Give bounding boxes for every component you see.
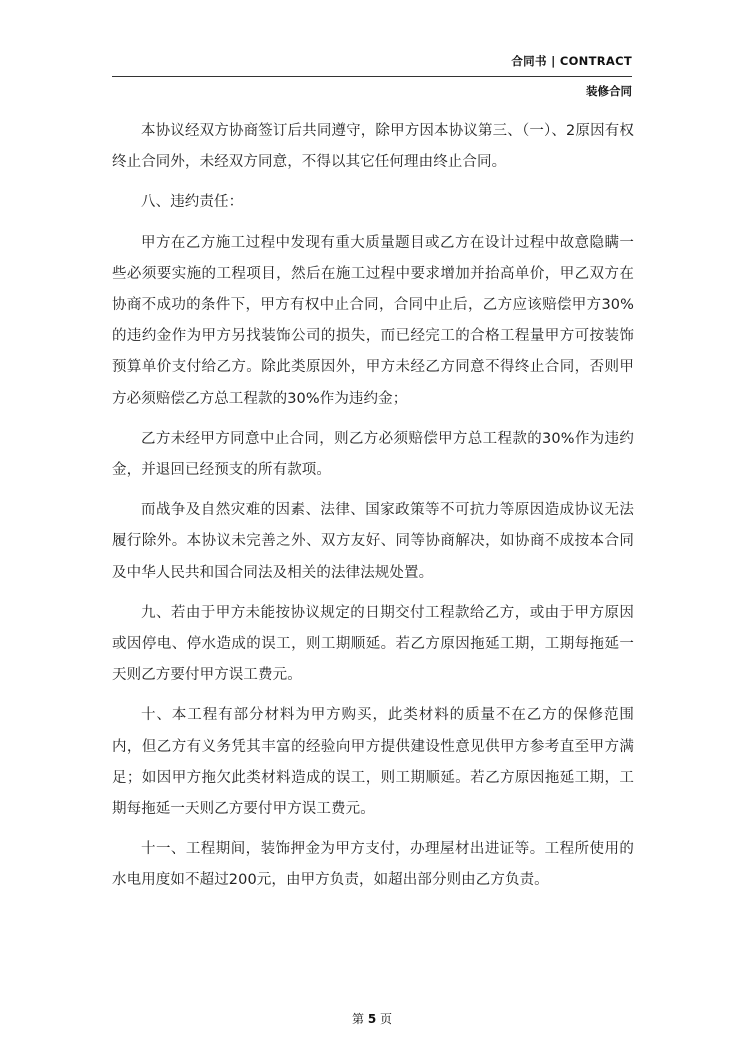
header-divider [112, 76, 632, 77]
section-heading-breach: 八、违约责任： [141, 194, 244, 211]
paragraph-clause-ten: 十、本工程有部分材料为甲方购买，此类材料的质量不在乙方的保修范围内，但乙方有义务凭其丰富的经验向甲方提供建设性意见供甲方参考直至甲方满足；如因甲方拖欠此类材料造成的误工，则工期顺延。若乙方原因拖延工期，工期每拖延一天则乙方要付甲方误工费元。 [112, 707, 634, 818]
header-subtitle: 装修合同 [586, 84, 632, 98]
paragraph-force-majeure: 而战争及自然灾难的因素、法律、国家政策等不可抗力等原因造成协议无法履行除外。本协议未完善之外、双方友好、同等协商解决，如协商不成按本合同及中华人民共和国合同法及相关的法律法规处置。 [112, 502, 634, 581]
paragraph-termination: 本协议经双方协商签订后共同遵守，除甲方因本协议第三、（一）、2原因有权终止合同外，未经双方同意，不得以其它任何理由终止合同。 [112, 123, 634, 171]
paragraph-clause-nine: 九、若由于甲方未能按协议规定的日期交付工程款给乙方，或由于甲方原因或因停电、停水造成的误工，则工期顺延。若乙方原因拖延工期，工期每拖延一天则乙方要付甲方误工费元。 [112, 604, 634, 684]
paragraph-party-b-breach: 乙方未经甲方同意中止合同，则乙方必须赔偿甲方总工程款的30%作为违约金，并退回已经预支的所有款项。 [112, 430, 634, 479]
footer-suffix: 页 [380, 1012, 393, 1026]
paragraph-party-a-breach: 甲方在乙方施工过程中发现有重大质量题目或乙方在设计过程中故意隐瞒一些必须要实施的工程项目，然后在施工过程中要求增加并抬高单价，甲乙双方在协商不成功的条件下，甲方有权中止合同，合同中止后，乙方应该赔偿甲方30%的违约金作为甲方另找装饰公司的损失，而已经完工的合格工程量甲方可按装饰预算单价支付给乙方。除此类原因外，甲方未经乙方同意不得终止合同，否则甲方必须赔偿乙方总工程款的30%作为违约金； [112, 234, 634, 407]
document-body [112, 116, 634, 897]
page-number: 5 [367, 1012, 377, 1026]
paragraph-clause-eleven: 十一、工程期间，装饰押金为甲方支付，办理屋材出进证等。工程所使用的水电用度如不超过200元，由甲方负责，如超出部分则由乙方负责。 [112, 841, 634, 889]
header-title: 合同书 | CONTRACT [511, 54, 632, 68]
footer-prefix: 第 [351, 1012, 364, 1026]
page-footer [0, 1010, 744, 1027]
